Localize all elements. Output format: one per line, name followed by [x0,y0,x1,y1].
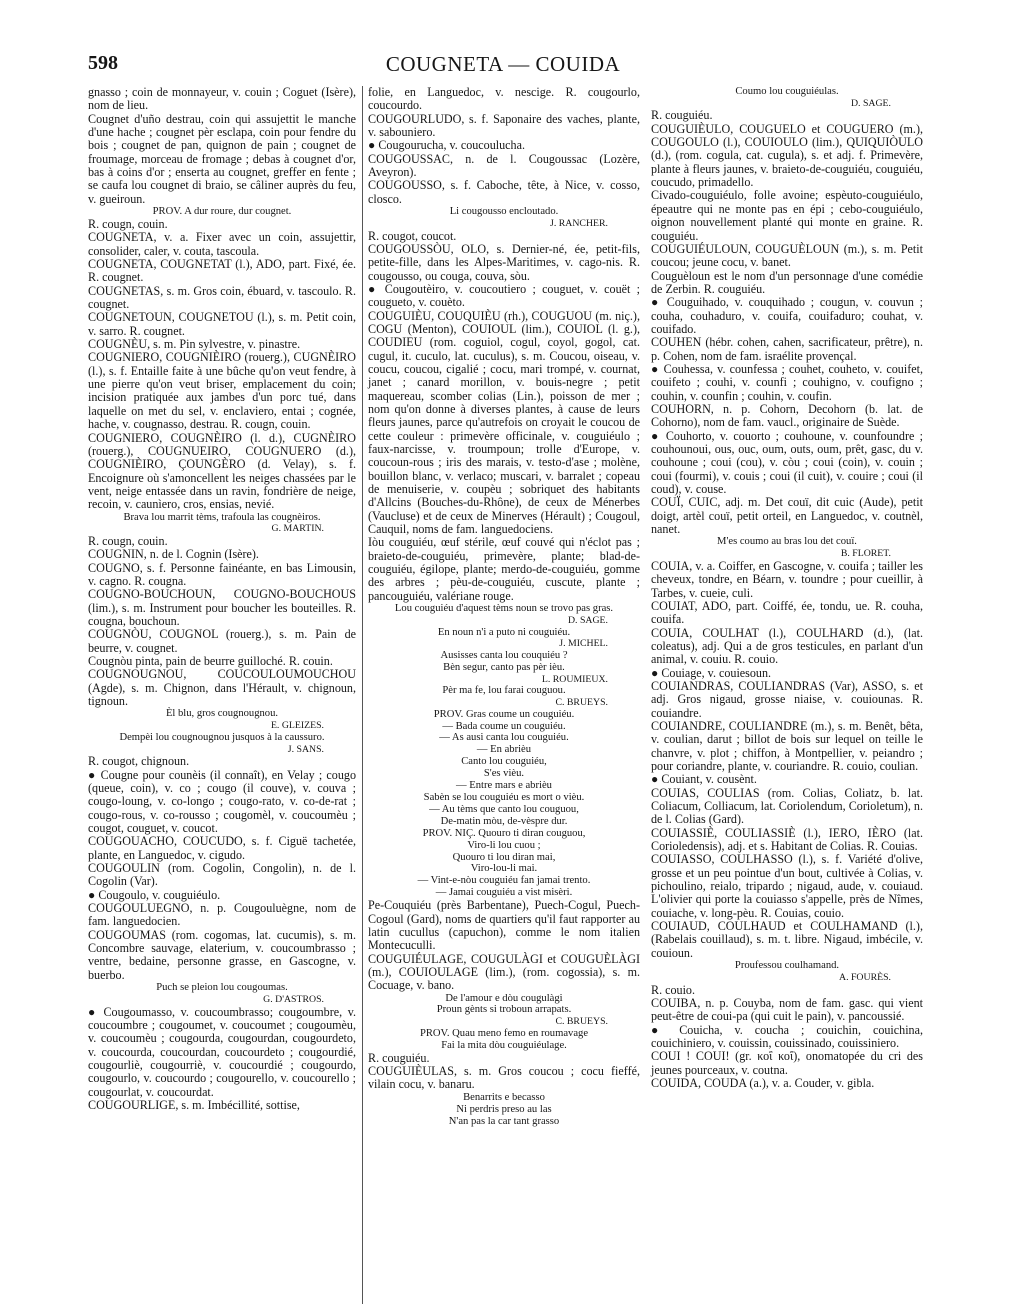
dictionary-entry: COUIANDRE, COULIANDRE (m.), s. m. Benêt, bêta, v. coulian, darut ; billot de bois sur lequel on teille le chanvre, v. plot ; chiffon, à Montpellier, v. peiandro ; pour coriandre, plante, v. couriandre. R. couio, coulian. [651,718,923,773]
quotation-source: C. BRUEYS. [555,697,608,709]
dictionary-entry: COUGOURLIGE, s. m. Imbécillité, sottise, [88,1097,300,1112]
dictionary-entry: Pe-Couquiéu (près Barbentane), Puech-Cogul, Puech-Cogoul (Gard), noms de quartiers qu'il faut rapporter au latin cucullus (capuchon), comme le nom italien Montecuculli. [368,898,640,953]
quotation-line: Coumo lou couguiéulas. [735,86,839,97]
quotation-line: PROV. A dur roure, dur cougnet. [152,206,292,218]
dictionary-entry: COUIDA, COUDA (a.), v. a. Couder, v. gibla. [651,1075,875,1090]
quotation-line: Li cougousso encloutado. [449,206,559,218]
quotation-line: Bèn segur, canto pas pèr ièu. [443,661,565,673]
quotation-line: Ni perdris preso au las [456,1103,552,1115]
quotation-source: D. SAGE. [850,97,891,109]
column-3 [651,86,923,1090]
dictionary-entry: Couguèloun est le nom d'un personnage d'une comédie de Zerbin. R. couguiéu. [651,268,923,296]
dictionary-entry: R. cougot, chignoun. [88,754,190,769]
dictionary-entry: R. cougot, coucot. [368,228,457,243]
quotation-source: E. GLEIZES. [270,720,324,732]
quotation-line: Ausisses canta lou couquiéu ? [440,649,568,661]
dictionary-entry: COUGUIÈULAS, s. m. Gros coucou ; cocu fieffé, vilain cocu, v. banaru. [368,1064,640,1092]
quotation-line: PROV. Gras coume un couguiéu. [433,708,575,720]
quotation-source: L. ROUMIEUX. [541,673,608,685]
dictionary-entry: COUGNÈU, s. m. Pin sylvestre, v. pinastre. [88,337,301,352]
dictionary-entry: Cougnòu pinta, pain de beurre guilloché. R. couin. [88,654,333,669]
dictionary-entry: ● Couicha, v. coucha ; couichin, couichina, couichiniero, v. couissin, couissinado, couissiniero. [651,1022,923,1050]
quotation-line: — Bada coume un couguiéu. [442,720,566,732]
quotation-line: Puch se pleion lou cougoumas. [156,982,288,994]
dictionary-entry: COUI ! COUI! (gr. κοΐ κοΐ), onomatopée du cri des jeunes pourceaux, v. coutna. [651,1049,923,1077]
quotation-source: G. D'ASTROS. [263,994,324,1005]
quotation-line: Èl blu, gros cougnougnou. [165,708,279,720]
quotation-line: — En abrièu [476,744,532,756]
quotation-line: — Entre mars e abrièu [456,780,552,792]
dictionary-entry: COUIBA, n. p. Couyba, nom de fam. gasc. qui vient peut-être de coui-pa (qui cuit le pain), v. pancoussié. [651,995,923,1024]
dictionary-entry: COUGNÒU, COUGNOL (rouerg.), s. m. Pain de beurre, v. cougnet. [88,627,356,655]
running-title: COUGNETA — COUIDA [385,52,621,76]
dictionary-entry: COUGNIN, n. de l. Cognin (Isère). [88,547,259,562]
dictionary-entry: COUHORN, n. p. Cohorn, Decohorn (b. lat. de Cohorno), nom de fam. vaucl., originaire de Suède. [651,401,923,430]
quotation-line: S'es vièu. [483,768,525,780]
quotation-line: Quouro ti lou diran mai, [452,851,556,863]
dictionary-entry: COUGNETAS, s. m. Gros coin, ébuard, v. tascoulo. R. cougnet. [88,283,356,312]
dictionary-entry: R. couguiéu. [368,1050,430,1065]
dictionary-entry: COUIASSO, COULHASSO (l.), s. f. Variété d'olive, grosse et un peu pointue d'un bout, cultivée à Colias, v. pichoulino, reialo, tripardo ; nigaud, aude, v. couiaud. L'olivier qui porte la couiasso s'appelle, près de Nîmes, couiache, v. long-pèu. R. Couias, couio. [651,852,923,920]
quotation-line: Viro-lou-li mai. [470,863,538,875]
column-2 [368,86,640,1127]
quotation-source: D. SAGE. [567,615,608,627]
dictionary-entry: ● Couiant, v. cousènt. [651,772,757,787]
dictionary-entry: ● Couguihado, v. couquihado ; cougun, v. couvun ; couha, couhaduro, v. couifa, couifaduro; couhat, v. couifado. [651,295,923,336]
dictionary-entry: COUIANDRAS, COULIANDRAS (Var), ASSO, s. et adj. Gros nigaud, grosse niaise, v. couiounas. R. couiandre. [651,678,923,720]
dictionary-entry: COUGOUACHO, COUCUDO, s. f. Ciguë tachetée, plante, en Languedoc, v. cigudo. [88,834,356,862]
dictionary-entry: ● Cougoulo, v. couguiéulo. [88,887,221,902]
dictionary-entry: COUIAS, COULIAS (rom. Colias, Coliatz, b. lat. Coliacum, Colliacum, lat. Coriolendum, Corioletum), n. de l. Colias (Gard). [651,785,923,827]
quotation-line: M'es coumo au bras lou det couï. [717,536,857,548]
quotation-source: A. FOURÈS. [839,972,891,984]
dictionary-entry: COUIA, v. a. Coiffer, en Gascogne, v. couifa ; tailler les cheveux, tondre, en Béarn, v. toundre ; pour cueillir, à Tarbes, v. cueie, culi. [651,558,923,600]
page-header [88,52,918,76]
quotation-line: Sabèn se lou couguiéu es mort o vièu. [423,792,585,803]
quotation-source: G. MARTIN. [271,523,324,535]
dictionary-entry: COUIA, COULHAT (l.), COULHARD (d.), (lat. coleatus), adj. Qui a de gros testicules, en parlant d'un animal, v. couiu. R. couio. [651,625,923,667]
quotation-source: B. FLORET. [840,548,891,560]
column-1 [88,86,356,1112]
dictionary-entry: COUIASSIÈ, COULIASSIÈ (l.), IERO, IÈRO (lat. Corioledensis), adj. et s. Habitant de Colias. R. Couias. [651,825,923,854]
dictionary-entry: COUGOULUEGNO, n. p. Cougouluègne, nom de fam. languedocien. [88,901,356,929]
quotation-source: C. BRUEYS. [555,1016,608,1028]
dictionary-entry: COUGNETA, v. a. Fixer avec un coin, assujettir, consolider, caler, v. couta, tascoula. [88,230,356,258]
quotation-line: Benarrits e becasso [463,1091,545,1103]
quotation-source: J. MICHEL. [559,638,608,650]
dictionary-entry: R. couguiéu. [651,108,713,123]
quotation-source: J. RANCHER. [550,218,608,229]
dictionary-entry: COUGUIÈU, COUQUIÈU (rh.), COUGUOU (m. niç.), COGU (Menton), COUIOUL (lim.), COUIOL (l. g.), COUDIEU (rom. coguiol, cogul, coyol, gogol, cat. cugul, it. cuculo, lat. cuculus), s. m. Coucou, oiseau, v. coucu, coucou, cigalié ; cocu, mari trompé, v. cournat, janet ; canard morillon, v. bouis-negre ; petit maquereau, scomber colias (Lin.), poisson de mer ; nom qu'on donne à diverses plantes, à cause de leurs fleurs jaunes, parce qu'autrefois on croyait le coucou de cette couleur : primevère officinale, v. couguiéulo ; faux-narcisse, v. troumpoun; trolle d'Europe, v. coucoun-rous ; iris des marais, v. testo-d'ase ; molène, bouillon blanc, v. verlaco; muscari, v. barralet ; copeau de menuiserie, v. coupèu ; sobriquet des habitants d'Allcins (Bouches-du-Rhône), de ceux de Ménerbes (Vaucluse) et de ceux de Minerves (Hérault) ; Cougoul, Cauquil, noms de fam. languedociens. [368,308,640,537]
dictionary-entry: COUGNIERO, COUGNÈIRO (l. d.), CUGNÈIRO (rouerg.), COUGNUEIRO, COUGNUERO (d.), COUGNIÈIRO, ÇOUNGÈRO (d. Velay), s. f. Encoignure où s'amoncellent les neiges chassées par le vent, neige entassée dans un ravin, fondrière de neige, recoin, v. caunìero, cros, ensias, nevié. [88,430,356,512]
dictionary-entry: COUHEN (hébr. cohen, cahen, sacrificateur, prêtre), n. p. Cohen, nom de fam. israélite provençal. [651,335,923,363]
dictionary-entry: COUIAUD, COULHAUD et COULHAMAND (l.), (Rabelais couillaud), s. m. t. libre. Nigaud, imbécile, v. couioun. [651,919,923,960]
dictionary-entry: COUGNOUGNOU, COUCOULOUMOUCHOU (Agde), s. m. Chignon, dans l'Hérault, v. chignoun, tignoun. [88,667,356,709]
quotation-line: Lou couguiéu d'aquest tèms noun se trovo pas gras. [394,603,614,615]
quotation-line: Proufessou coulhamand. [734,960,840,972]
dictionary-entry: COUGOUMAS (rom. cogomas, lat. cucumis), s. m. Concombre sauvage, elaterium, v. coucoumbrasso ; ventre, bedaine, personne grasse, en Gascogne, v. buerbo. [88,927,356,982]
dictionary-entry: ● Couhorto, v. couorto ; couhoune, v. counfoundre ; couhounoui, ous, ouc, oum, outs, oum, prêt, gasc, du v. couhoune ; coui (cou), v. còu ; coui (coin), v. couin ; coui (fourmi), v. couis ; coui (il cuit), v. couire ; coui (il coud), v. couse. [651,428,923,497]
dictionary-entry: R. couio. [651,982,696,997]
quotation-line: — Au tèms que canto lou couguou, [429,803,579,815]
dictionary-entry: COUGOURLUDO, s. f. Saponaire des vaches, plante, v. sabouniero. [368,111,640,140]
dictionary-entry: COUGOUSSÒU, OLO, s. Dernier-né, ée, petit-fils, petite-fille, dans les Alpes-Maritimes, v. cago-nis. R. cougousso, ou couga, couva, sòu. [368,241,640,283]
dictionary-entry: COUGNETOUN, COUGNETOU (l.), s. m. Petit coin, v. sarro. R. cougnet. [88,310,356,338]
quotation-line: — Jamai couguiéu a vist misèri. [435,887,573,899]
quotation-line: PROV. NIÇ. Quouro ti diran couguou, [422,827,586,839]
quotation-line: Dempèi lou cougnougnou jusquos à la caussuro. [119,731,325,743]
column-divider [362,86,363,1304]
dictionary-entry: COUGUIÉULOUN, COUGUÈLOUN (m.), s. m. Petit coucou; jeune cocu, v. banet. [651,241,923,270]
quotation-line: Brava lou marrit tèms, trafoula las cougnèiros. [123,511,321,523]
dictionary-entry: COUGOULIN (rom. Cogolin, Congolin), n. de l. Cogolin (Var). [88,861,356,889]
dictionary-entry: R. cougn, couin. [88,533,168,548]
quotation-line: — As ausi canta lou couguiéu. [439,732,569,744]
quotation-line: De-matin mòu, de-vèspre dur. [440,815,568,827]
dictionary-entry: ● Couiage, v. couiesoun. [651,665,772,680]
dictionary-entry: COUIAT, ADO, part. Coiffé, ée, tondu, ue. R. couha, couifa. [651,598,923,627]
quotation-line: En noun n'i a puto ni couguiéu. [437,626,571,638]
dictionary-entry: ● Cougoutèiro, v. coucoutiero ; couguet, v. couët ; cougueto, v. couèto. [368,281,640,310]
dictionary-entry: ● Cougoumasso, v. coucoumbrasso; cougoumbre, v. coucoumbre ; cougoumet, v. coucoumet ; cougoumèu, v. coucoumèu ; cougourda, cougourdan, cougourdeto, v. coucourda, coucourdan, coucourdeto ; cougourdié, cougourliè, cougourriè, v. coucourdié ; cougourdo, cougourlo, v. coucourdo ; cougourello, v. coucourello ; cougourlat, v. coucourdat. [88,1004,356,1099]
quotation-line: PROV. Quau meno femo en roumavage [419,1027,589,1039]
quotation-line: Proun gènts si troboun arrapats. [436,1004,572,1016]
dictionary-entry: COUGUIÉULAGE, COUGULÀGI et COUGUÈLÀGI (m.), COUIOULAGE (lim.), (rom. cogossia), s. m. Cocuage, v. bano. [368,951,640,993]
dictionary-entry: COUÏ, CUIC, adj. m. Det couï, dit cuic (Aude), petit doigt, artèl couï, petit orteil, en Languedoc, v. coutnèl, nanet. [651,495,923,537]
dictionary-entry: COUGNO, s. f. Personne fainéante, en bas Limousin, v. cagno. R. cougna. [88,560,356,588]
dictionary-entry: R. cougn, couin. [88,217,168,231]
dictionary-entry: ● Cougne pour counèis (il connaît), en Velay ; cougo (queue, coin), v. co ; cougo (il couve), v. couva ; cougo-loung, v. co-longo ; cougo-rato, v. co-de-rat ; cougo-rous, v. co-rousso ; cougomèl, v. coucoumèu ; cougot, couguet, v. coucot. [88,767,356,835]
dictionary-entry: COUGUIÈULO, COUGUELO et COUGUERO (m.), COUGOULO (l.), COUIOULO (lim.), QUIQUIÒULO (d.), (rom. cogula, cat. cugula), s. et adj. f. Primevère, plante à fleurs jaunes, v. braieto-de-couguiéu, couguiéu, coucudo, primadello. [651,121,923,190]
dictionary-entry: COUGOUSSAC, n. de l. Cougoussac (Lozère, Aveyron). [368,151,640,180]
quotation-line: Canto lou couguiéu, [461,756,547,768]
dictionary-entry: COUGNETA, COUGNETAT (l.), ADO, part. Fixé, ée. R. cougnet. [88,257,356,285]
dictionary-entry: COUGOUSSO, s. f. Caboche, tête, à Nice, v. cosso, closco. [368,178,640,206]
dictionary-entry: COUGNO-BOUCHOUN, COUGNO-BOUCHOUS (lim.), s. m. Instrument pour boucher les bouteilles. R. cougna, bouchoun. [88,587,356,629]
quotation-line: Fai la mita dòu couguiéulage. [441,1039,567,1051]
dictionary-entry: COUGNIERO, COUGNIÈIRO (rouerg.), CUGNÈIRO (l.), s. f. Entaille faite à une bûche qu'on veut fendre, à une pierre qu'on veut briser, emplacement du coin; incision pratiquée aux jambes d'un porc tué, dans laquelle on met du sel, v. enclaviero, entai ; cognée, hache, v. cougnasso, destrau. R. cougn, couin. [88,350,356,432]
quotation-line: De l'amour e dòu cougulàgi [445,992,563,1004]
dictionary-entry: Iòu couguiéu, œuf stérile, œuf couvé qui n'éclot pas ; braieto-de-couguiéu, primevère, plante; blad-de-couguiéu, égilope, plante; merdo-de-couguiéu, gomme des arbres ; pèu-de-couguiéu, cuscute, plante ; pancouguiéu, valériane rouge. [368,535,640,603]
dictionary-entry: folie, en Languedoc, v. nescige. R. cougourlo, coucourdo. [368,85,640,113]
dictionary-entry: ● Couhessa, v. counfessa ; couhet, couheto, v. couifet, couifeto ; couhi, v. counfi ; couhigno, v. coufigno ; couhin, v. counfin ; couhin, v. coufin. [651,361,923,403]
quotation-line: Pèr ma fe, lou farai couguou. [442,685,566,697]
quotation-line: N'an pas la car tant grasso [448,1115,560,1127]
quotation-line: Viro-li lou cuou ; [467,839,541,851]
dictionary-entry: Civado-couguiéulo, folle avoine; espèuto-couguiéulo, épeautre qui ne monte pas en épi ; cebo-couguiéulo, oignon nouvellement planté qui monte en graine. R. couguiéu. [651,188,923,243]
dictionary-entry: Cougnet d'uño destrau, coin qui assujettit le manche d'une hache ; cougnet pèr esclapa, coin pour fendre du bois ; cougnet de pan, quignon de pain ; cougnet de froumage, morceau de fromage ; debas à cougnet d'or, bas à coins d'or ; enserta au cougnet, greffer en fente ; se caufa lou cougnet di braio, se câliner auprès du feu, v. gueiroun. [88,111,356,206]
page-number: 598 [88,52,118,74]
quotation-line: — Vint-e-nòu couguiéu fan jamai trento. [417,875,591,887]
dictionary-entry: ● Cougourucha, v. coucoulucha. [368,138,525,153]
quotation-source: J. SANS. [287,743,324,755]
dictionary-entry: gnasso ; coin de monnayeur, v. couin ; Coguet (Isère), nom de lieu. [88,85,356,113]
